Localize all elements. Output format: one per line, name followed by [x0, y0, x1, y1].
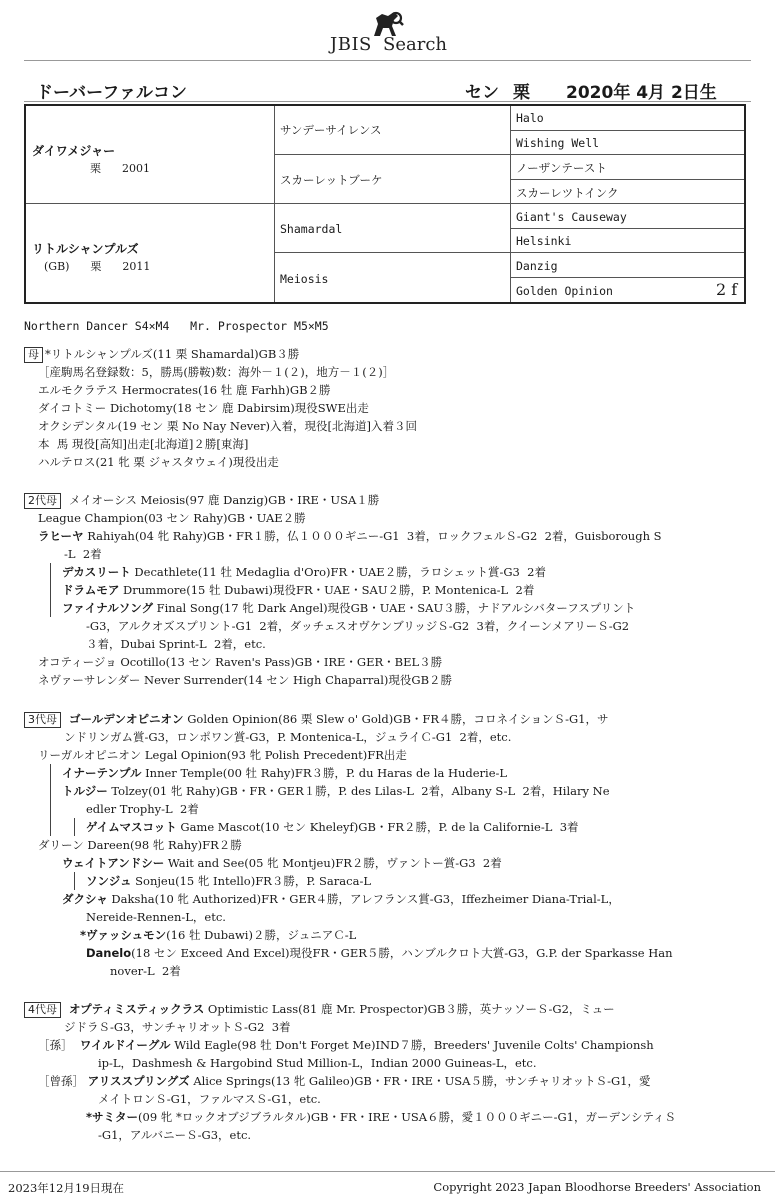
sire-info: 栗 2001: [90, 162, 150, 175]
gen3-bracket-b: [74, 818, 75, 836]
gen4-line-3: ［孫］ ワイルドイーグル Wild Eagle(98 牡 Don't Forget Me)IND７勝，Breeders' Juvenile Colts' Championsh: [38, 1038, 654, 1052]
dam-name[interactable]: リトルシャンプルズ: [32, 242, 139, 256]
gen3-5[interactable]: Giant's Causeway: [516, 210, 627, 224]
gen4-line-7: *サミター(09 牝 *ロックオブジブラルタル)GB・FR・IRE・USA６勝，愛１０００ギニー-G1，ガーデンシティＳ: [86, 1110, 677, 1124]
horse-color: 栗: [513, 83, 530, 103]
pedigree-table: [24, 104, 746, 304]
gen2-dam-sire[interactable]: Shamardal: [280, 222, 343, 236]
header-divider: [24, 60, 751, 61]
gen3-line-11: ダクシャ Daksha(10 牝 Authorized)FR・GER４勝，アレフランス賞-G3，Iffezheimer Diana-Trial-L，: [62, 892, 620, 906]
gen2-line-11: ネヴァーサレンダー Never Surrender(14 セン High Chaparral)現役GB２勝: [38, 673, 453, 687]
gen3-line-2: ンドリンガム賞-G3，ロンポワン賞-G3，P. Montenica-L，ジュライＣ-G1 2着，etc.: [64, 730, 512, 744]
gen3-7[interactable]: Danzig: [516, 259, 558, 273]
gen3-line-13: *ヴァッシュモン(16 牡 Dubawi)２勝，ジュニアＣ-L: [80, 928, 357, 942]
horse-sex: セン: [465, 83, 499, 103]
family-number: 2 f: [716, 280, 738, 299]
gen3-1[interactable]: Halo: [516, 111, 544, 125]
gen2-line-9: ３着，Dubai Sprint-L 2着，etc.: [86, 637, 266, 651]
dam-line-1: 母 *リトルシャンプルズ(11 栗 Shamardal)GB３勝: [24, 345, 299, 363]
gen2-line-7: ファイナルソング Final Song(17 牝 Dark Angel)現役GB・UAE・SAU３勝，ナドアルシバターフスプリント: [62, 601, 636, 615]
gen3-8[interactable]: Golden Opinion: [516, 284, 613, 298]
gen3-2[interactable]: Wishing Well: [516, 136, 600, 150]
gen3-line-3: リーガルオピニオン Legal Opinion(93 牝 Polish Precedent)FR出走: [38, 748, 407, 762]
horse-birthdate: 2020年 4月 2日生: [566, 83, 717, 103]
gen2-dam-dam[interactable]: Meiosis: [280, 272, 329, 286]
gen4-line-5: ［曾孫］ アリススプリングズ Alice Springs(13 牝 Galileo)GB・FR・IRE・USA５勝，サンチャリオットＳ-G1，愛: [38, 1074, 651, 1088]
gen3-line-4: イナーテンプル Inner Temple(00 牡 Rahy)FR３勝，P. du Haras de la Huderie-L: [62, 766, 508, 780]
gen3-4[interactable]: スカーレツトインク: [516, 186, 619, 200]
gen3-line-9: ウェイトアンドシー Wait and See(05 牝 Montjeu)FR２勝，ヴァントー賞-G3 2着: [62, 856, 502, 870]
inbreeding-note: Northern Dancer S4×M4 Mr. Prospector M5×M5: [24, 319, 329, 333]
gen3-line-12: Nereide-Rennen-L，etc.: [86, 910, 226, 924]
gen2-line-1: 2代母 メイオーシス Meiosis(97 鹿 Danzig)GB・IRE・USA１勝: [24, 491, 379, 509]
as-of-date: 2023年12月19日現在: [8, 1181, 125, 1195]
dam-line-4: ダイコトミー Dichotomy(18 セン 鹿 Dabirsim)現役SWE出走: [38, 401, 369, 415]
copyright-notice: Copyright 2023 Japan Bloodhorse Breeders' Association: [433, 1180, 761, 1194]
dam-line-3: エルモクラテス Hermocrates(16 牡 鹿 Farhh)GB２勝: [38, 383, 331, 397]
gen2-line-3: ラヒーヤ Rahiyah(04 牝 Rahy)GB・FR１勝，仏１０００ギニー-G1 3着，ロックフェルＳ-G2 2着，Guisborough S: [38, 529, 662, 543]
gen3-line-6: edler Trophy-L 2着: [86, 802, 199, 816]
gen4-line-4: ip-L，Dashmesh & Hargobind Stud Million-L，Indian 2000 Guineas-L，etc.: [98, 1056, 537, 1070]
gen2-sire-dam[interactable]: スカーレットブーケ: [280, 173, 383, 187]
gen2-bracket: [50, 563, 51, 617]
gen2-line-10: オコティージョ Ocotillo(13 セン Raven's Pass)GB・IRE・GER・BEL３勝: [38, 655, 443, 669]
section-tag-dam: 母: [24, 347, 43, 363]
gen3-3[interactable]: ノーザンテースト: [516, 161, 607, 175]
gen4-line-8: -G1，アルバニーＳ-G3，etc.: [98, 1128, 252, 1142]
gen3-line-15: nover-L 2着: [110, 964, 181, 978]
dam-line-2: ［産駒馬名登録数：5，勝馬(勝鞍)数：海外－１(２)，地方－１(２)］: [38, 365, 395, 379]
gen2-line-5: デカスリート Decathlete(11 牡 Medaglia d'Oro)FR・UAE２勝，ラロシェット賞-G3 2着: [62, 565, 546, 579]
dam-line-6: 本 馬 現役[高知]出走[北海道]２勝[東海]: [38, 437, 249, 451]
section-tag-4th-dam: 4代母: [24, 1002, 61, 1018]
gen2-line-6: ドラムモア Drummore(15 牡 Dubawi)現役FR・UAE・SAU２勝，P. Montenica-L 2着: [62, 583, 535, 597]
horse-name: ドーバーファルコン: [36, 83, 187, 103]
section-tag-3rd-dam: 3代母: [24, 712, 61, 728]
dam-info: (GB) 栗 2011: [44, 260, 151, 273]
gen2-line-8: -G3，アルクオズスプリント-G1 2着，ダッチェスオヴケンブリッジＳ-G2 3着，クイーンメアリーＳ-G2: [86, 619, 630, 633]
jbis-search-logo[interactable]: [328, 8, 458, 55]
gen3-line-14: Danelo(18 セン Exceed And Excel)現役FR・GER５勝，ハンブルクロト大賞-G3，G.P. der Sparkasse Han: [86, 946, 673, 960]
logo-search-text: Search: [383, 34, 447, 55]
gen3-bracket-a: [50, 764, 51, 836]
section-tag-2nd-dam: 2代母: [24, 493, 61, 509]
logo-jbis-text: JBIS: [330, 34, 372, 55]
gen3-6[interactable]: Helsinki: [516, 234, 572, 248]
sire-cell[interactable]: [32, 142, 150, 176]
gen3-line-1: 3代母 ゴールデンオピニオン Golden Opinion(86 栗 Slew o' Gold)GB・FR４勝，コロネイションＳ-G1，サ: [24, 710, 608, 728]
horse-title-line: [36, 78, 736, 102]
gen2-line-2: League Champion(03 セン Rahy)GB・UAE２勝: [38, 511, 306, 525]
gen3-line-7: ゲイムマスコット Game Mascot(10 セン Kheleyf)GB・FR２勝，P. de la Californie-L 3着: [86, 820, 579, 834]
dam-line-7: ハルテロス(21 牝 栗 ジャスタウェイ)現役出走: [38, 455, 279, 469]
title-divider: [24, 101, 751, 102]
dam-cell[interactable]: [32, 240, 150, 274]
gen3-line-8: ダリーン Dareen(98 牝 Rahy)FR２勝: [38, 838, 242, 852]
gen4-line-1: 4代母 オプティミスティックラス Optimistic Lass(81 鹿 Mr. Prospector)GB３勝，英ナッソーＳ-G2，ミュー: [24, 1000, 615, 1018]
footer-divider: [0, 1171, 775, 1172]
gen3-line-10: ソンジュ Sonjeu(15 牝 Intello)FR３勝，P. Saraca-L: [86, 874, 371, 888]
gen2-sire-sire[interactable]: サンデーサイレンス: [280, 123, 382, 137]
gen2-line-4: -L 2着: [64, 547, 102, 561]
gen3-bracket-c: [74, 872, 75, 890]
sire-name[interactable]: ダイワメジャー: [32, 144, 116, 158]
gen4-line-6: メイトロンＳ-G1，ファルマスＳ-G1，etc.: [98, 1092, 321, 1106]
dam-line-5: オクシデンタル(19 セン 栗 No Nay Never)入着，現役[北海道]入着３回: [38, 419, 418, 433]
gen4-line-2: ジドラＳ-G3，サンチャリオットＳ-G2 3着: [64, 1020, 291, 1034]
gen3-line-5: トルジー Tolzey(01 牝 Rahy)GB・FR・GER１勝，P. des Lilas-L 2着，Albany S-L 2着，Hilary Ne: [62, 784, 610, 798]
